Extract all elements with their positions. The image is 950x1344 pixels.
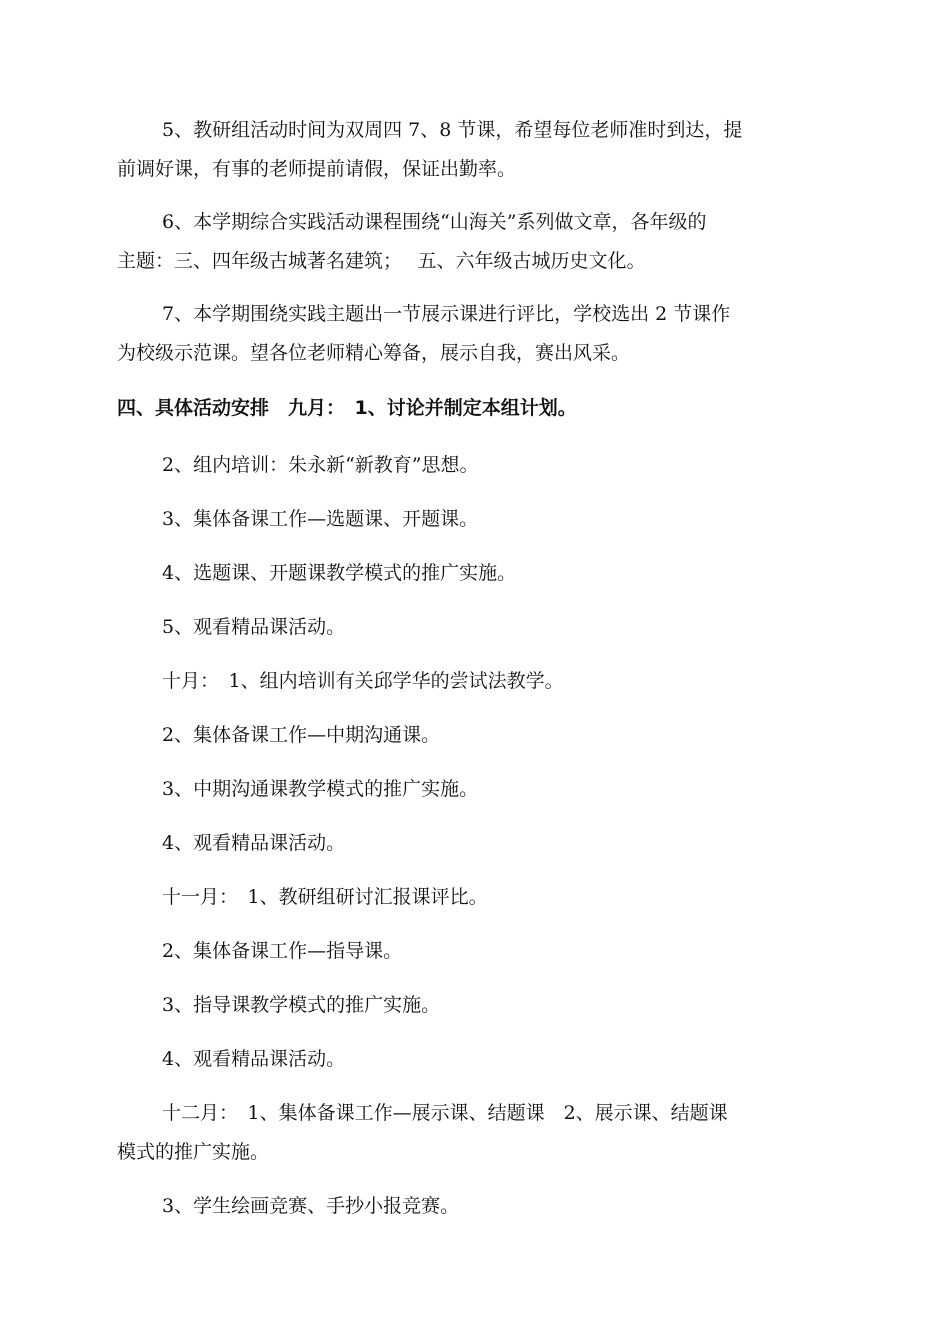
list-item: 4、选题课、开题课教学模式的推广实施。 (162, 562, 517, 584)
paragraph-6-line-1: 6、本学期综合实践活动课程围绕“山海关”系列做文章，各年级的 (162, 211, 707, 233)
paragraph-7-line-2: 为校级示范课。望各位老师精心筹备，展示自我，赛出风采。 (117, 342, 631, 364)
paragraph-5-line-1: 5、教研组活动时间为双周四 7、8 节课，希望每位老师准时到达，提 (162, 119, 743, 141)
list-item: 2、集体备课工作—指导课。 (162, 940, 403, 962)
paragraph-6-line-2: 主题：三、四年级古城著名建筑； 五、六年级古城历史文化。 (117, 250, 646, 272)
month-december-line-1: 十二月： 1、集体备课工作—展示课、结题课 2、展示课、结题课 (162, 1102, 728, 1124)
list-item: 3、中期沟通课教学模式的推广实施。 (162, 778, 479, 800)
list-item: 3、集体备课工作—选题课、开题课。 (162, 508, 479, 530)
month-november: 十一月： 1、教研组研讨汇报课评比。 (162, 886, 488, 908)
list-item: 3、指导课教学模式的推广实施。 (162, 994, 441, 1016)
paragraph-5-line-2: 前调好课，有事的老师提前请假，保证出勤率。 (117, 158, 517, 180)
month-december-line-2: 模式的推广实施。 (117, 1141, 270, 1163)
list-item: 4、观看精品课活动。 (162, 832, 346, 854)
paragraph-7-line-1: 7、本学期围绕实践主题出一节展示课进行评比，学校选出 2 节课作 (162, 303, 731, 325)
list-item: 2、组内培训：朱永新“新教育”思想。 (162, 454, 479, 476)
list-item: 3、学生绘画竞赛、手抄小报竞赛。 (162, 1195, 460, 1217)
month-october: 十月： 1、组内培训有关邱学华的尝试法教学。 (162, 670, 564, 692)
list-item: 5、观看精品课活动。 (162, 616, 346, 638)
list-item: 4、观看精品课活动。 (162, 1048, 346, 1070)
section-heading: 四、具体活动安排 九月： 1、讨论并制定本组计划。 (117, 397, 577, 419)
list-item: 2、集体备课工作—中期沟通课。 (162, 724, 441, 746)
